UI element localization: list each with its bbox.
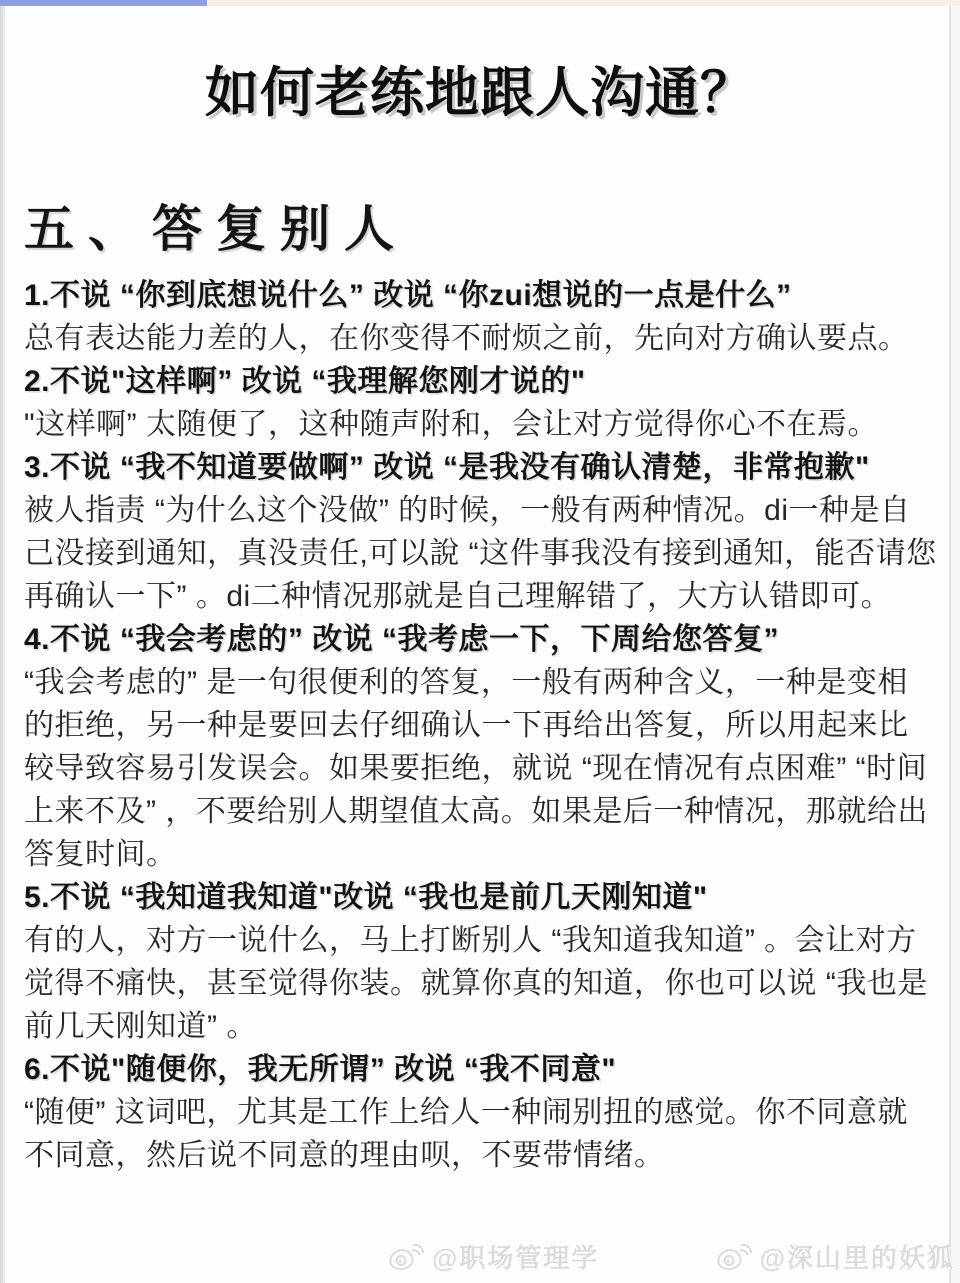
tip-4-body: “我会考虑的” 是一句很便利的答复，一般有两种含义，一种是变相的拒绝，另一种是要回去仔细确认一下再给出答复，所以用起来比较导致容易引发误会。如果要拒绝，就说 “现在情况有点困难” “时间上来不及” ，不要给别人期望值太高。如果是后一种情况，那就给出答复时间。 [24,666,928,871]
content-area [24,198,938,1177]
tip-item-1 [24,274,938,360]
tip-4-heading: 4.不说 “我会考虑的” 改说 “我考虑一下，下周给您答复” [24,623,780,656]
tip-5-body: 有的人，对方一说什么，马上打断别人 “我知道我知道” 。会让对方觉得不痛快，甚至觉得你装。就算你真的知道，你也可以说 “我也是前几天刚知道” 。 [24,924,928,1043]
tip-2-heading: 2.不说"这样啊” 改说 “我理解您刚才说的" [24,365,586,398]
top-edge-bar-blue-segment [0,0,207,6]
tip-6-body: “随便” 这词吧，尤其是工作上给人一种闹别扭的感觉。你不同意就不同意，然后说不同意的理由呗，不要带情绪。 [24,1096,908,1172]
page-title: 如何老练地跟人沟通？ [205,63,755,123]
left-page-edge [0,6,5,1283]
tip-1-body: 总有表达能力差的人，在你变得不耐烦之前，先向对方确认要点。 [24,322,909,355]
watermark-left [388,1238,599,1275]
watermark-left-label: @职场管理学 [432,1243,600,1273]
top-edge-bar [0,0,960,6]
tip-item-5 [24,876,938,1048]
tip-item-2 [24,360,938,446]
watermark-right-label: @深山里的妖狐 [759,1243,955,1273]
weibo-icon [716,1242,752,1272]
right-page-edge [949,6,960,1283]
tip-item-4 [24,618,938,876]
tip-3-body: 被人指责 “为什么这个没做” 的时候，一般有两种情况。di一种是自己没接到通知，真没责任,可以說 “这件事我没有接到通知，能否请您再确认一下” 。di二种情况那就是自己理解错了，大方认错即可。 [24,494,937,613]
tip-2-body: "这样啊” 太随便了，这种随声附和，会让对方觉得你心不在焉。 [24,408,878,441]
tip-6-heading: 6.不说"随便你，我无所谓” 改说 “我不同意" [24,1053,617,1086]
weibo-icon [388,1242,424,1272]
tip-item-6 [24,1048,938,1177]
watermark-right [716,1238,955,1275]
tip-5-heading: 5.不说 “我知道我知道"改说 “我也是前几天刚知道" [24,881,708,914]
tip-3-heading: 3.不说 “我不知道要做啊” 改说 “是我没有确认清楚，非常抱歉" [24,451,870,484]
section-heading: 五、答复别人 [24,201,408,257]
tip-1-heading: 1.不说 “你到底想说什么” 改说 “你zui想说的一点是什么” [24,279,792,312]
tip-item-3 [24,446,938,618]
watermark-footer [0,1235,960,1277]
